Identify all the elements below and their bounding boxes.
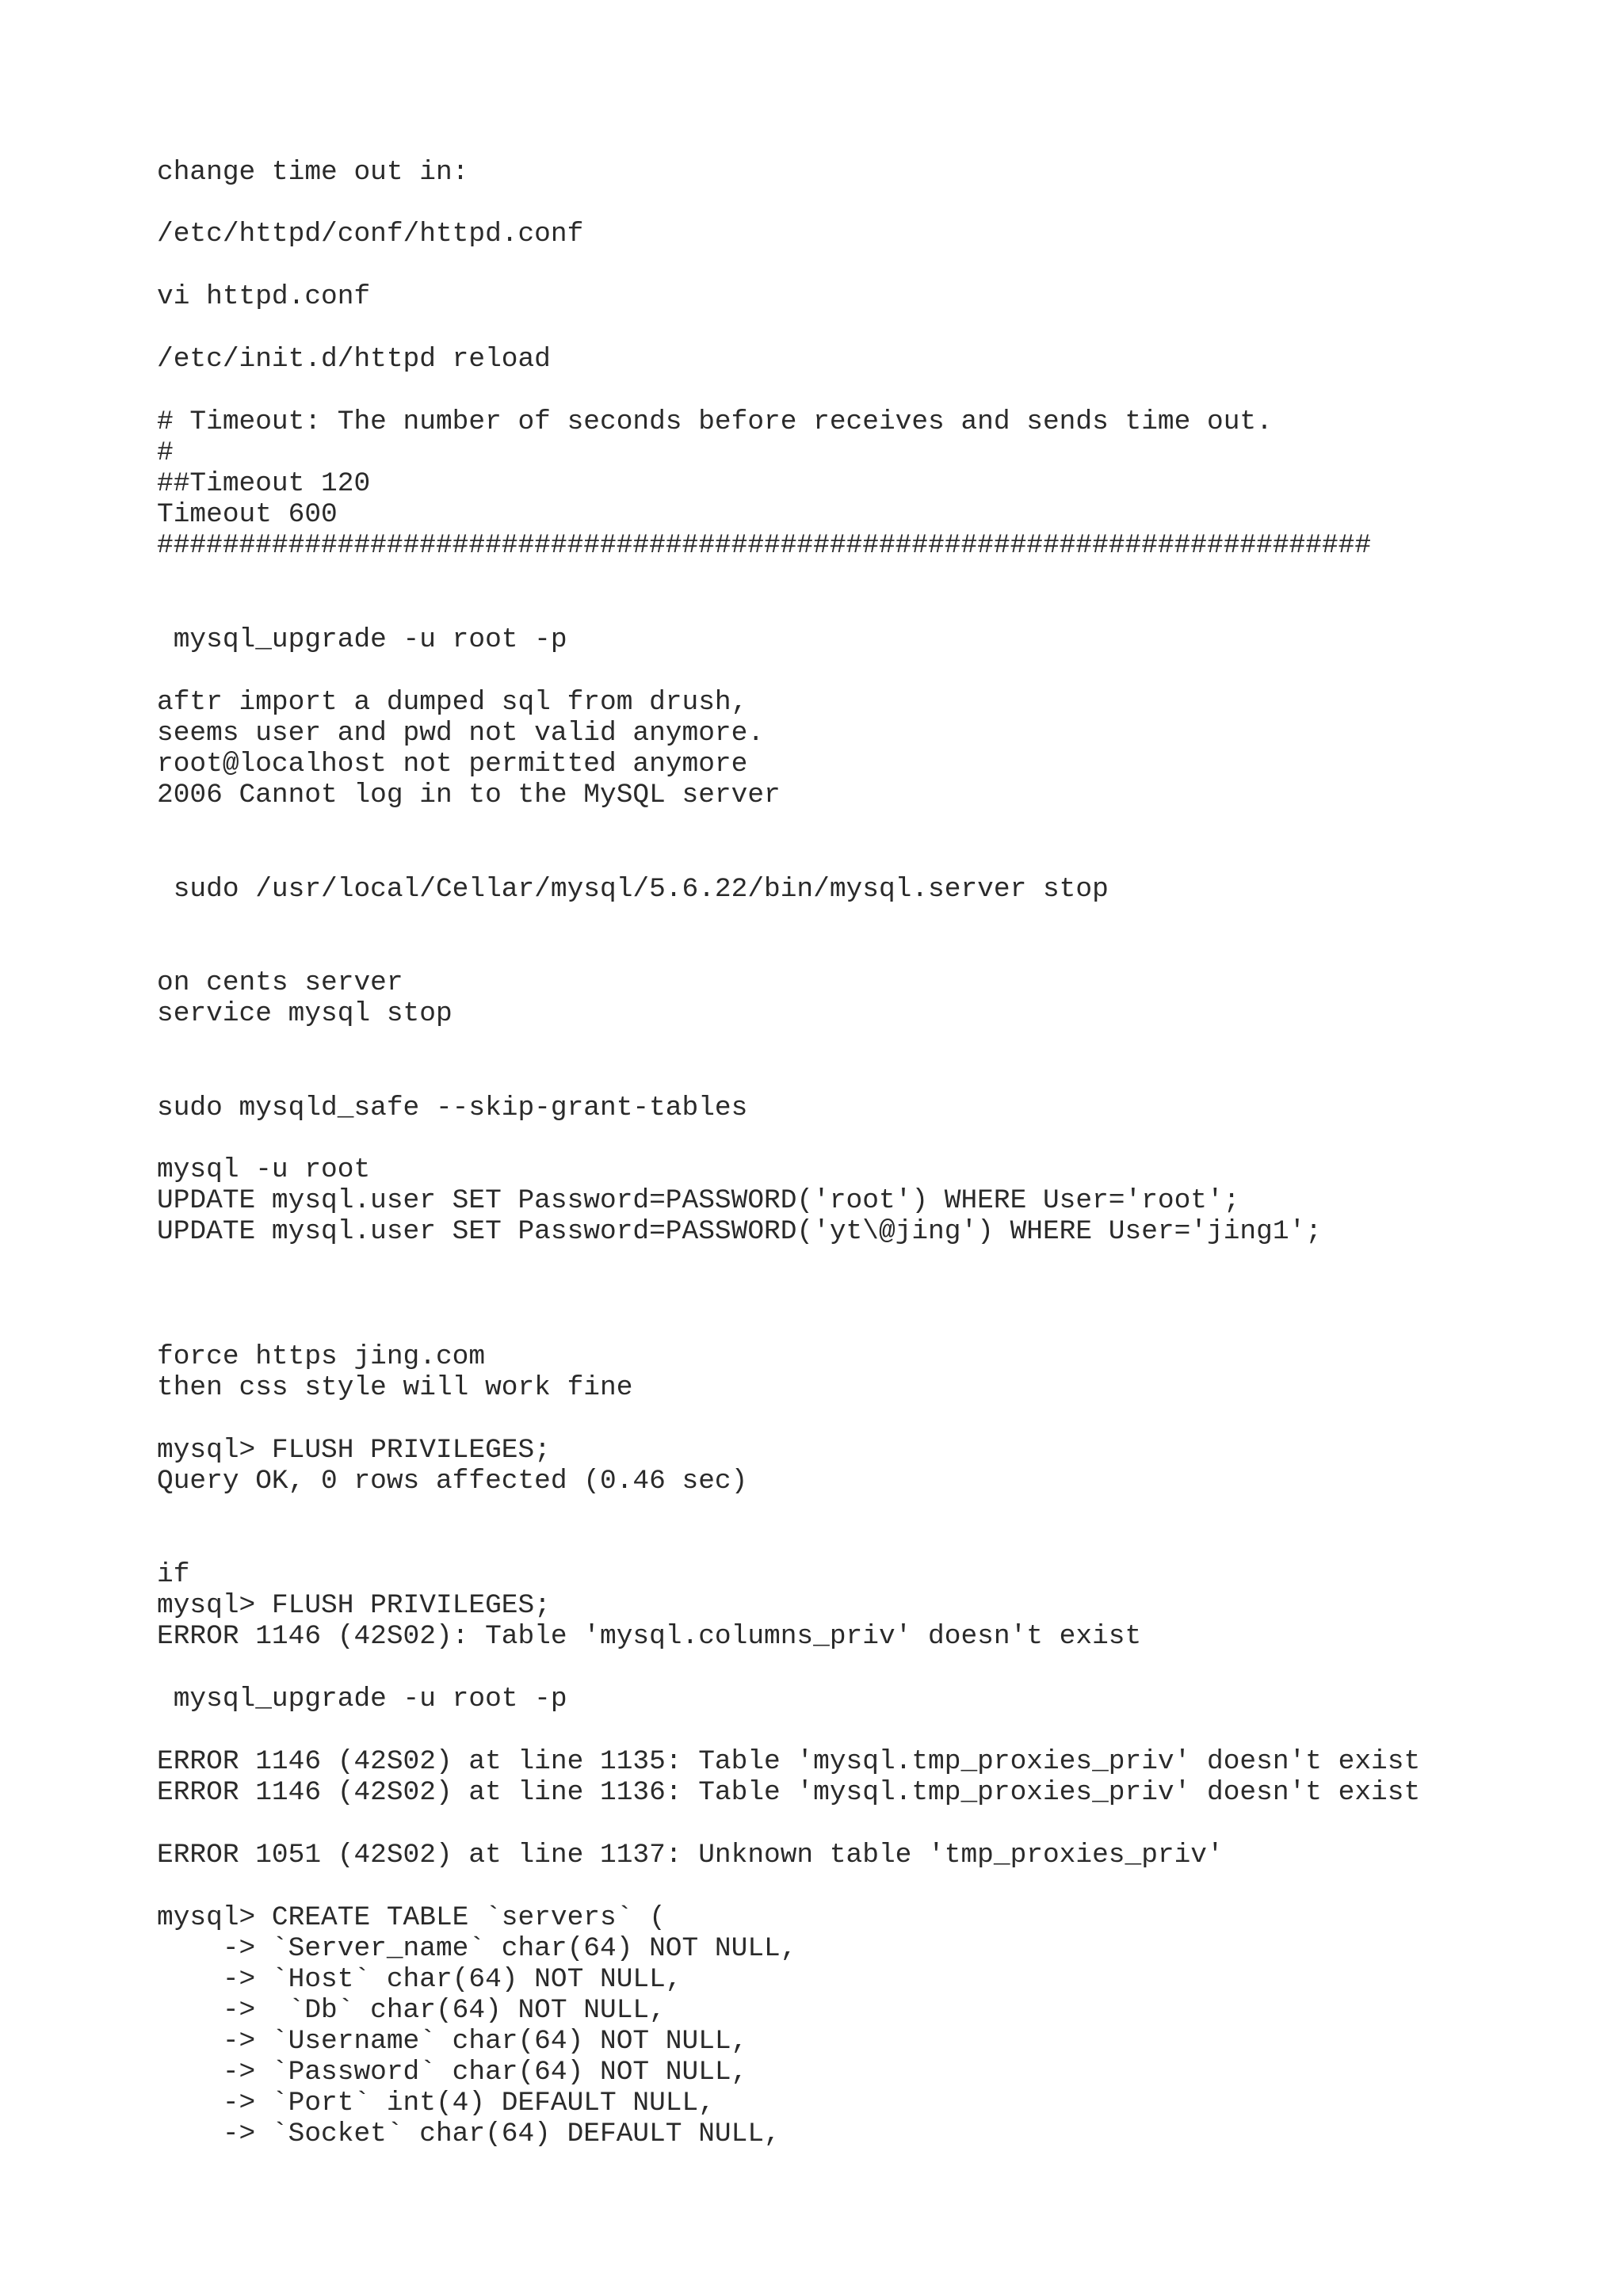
text-line: UPDATE mysql.user SET Password=PASSWORD('yt\@jing') WHERE User='jing1';: [157, 1216, 1322, 1247]
separator-line: ##########################################################################: [157, 530, 1372, 561]
text-line: #: [157, 437, 174, 468]
text-line: # Timeout: The number of seconds before receives and sends time out.: [157, 406, 1273, 437]
text-line: mysql -u root: [157, 1154, 371, 1185]
text-line: -> `Socket` char(64) DEFAULT NULL,: [157, 2119, 781, 2149]
text-line: if: [157, 1559, 190, 1590]
text-line: mysql> FLUSH PRIVILEGES;: [157, 1435, 551, 1466]
text-line: mysql> FLUSH PRIVILEGES;: [157, 1590, 551, 1621]
text-line: force https jing.com: [157, 1341, 486, 1372]
text-line: Timeout 600: [157, 499, 338, 530]
text-line: -> `Host` char(64) NOT NULL,: [157, 1964, 682, 1995]
text-line: ERROR 1146 (42S02) at line 1136: Table 'mysql.tmp_proxies_priv' doesn't exist: [157, 1777, 1421, 1808]
text-line: -> `Db` char(64) NOT NULL,: [157, 1995, 666, 2026]
text-line: sudo /usr/local/Cellar/mysql/5.6.22/bin/mysql.server stop: [157, 874, 1109, 905]
text-line: on cents server: [157, 967, 403, 998]
text-line: ##Timeout 120: [157, 468, 371, 499]
text-line: seems user and pwd not valid anymore.: [157, 718, 765, 749]
text-line: ERROR 1146 (42S02) at line 1135: Table 'mysql.tmp_proxies_priv' doesn't exist: [157, 1746, 1421, 1777]
text-line: /etc/httpd/conf/httpd.conf: [157, 219, 584, 250]
text-line: ERROR 1051 (42S02) at line 1137: Unknown table 'tmp_proxies_priv': [157, 1840, 1224, 1871]
text-line: /etc/init.d/httpd reload: [157, 344, 551, 375]
text-line: service mysql stop: [157, 998, 453, 1029]
text-line: mysql> CREATE TABLE `servers` (: [157, 1902, 666, 1933]
text-line: change time out in:: [157, 157, 469, 188]
text-line: sudo mysqld_safe --skip-grant-tables: [157, 1093, 748, 1123]
text-line: then css style will work fine: [157, 1372, 633, 1403]
text-line: mysql_upgrade -u root -p: [157, 1684, 567, 1714]
text-line: -> `Port` int(4) DEFAULT NULL,: [157, 2088, 715, 2119]
text-line: UPDATE mysql.user SET Password=PASSWORD('root') WHERE User='root';: [157, 1185, 1240, 1216]
text-line: root@localhost not permitted anymore: [157, 749, 748, 780]
text-line: aftr import a dumped sql from drush,: [157, 687, 748, 718]
text-line: ERROR 1146 (42S02): Table 'mysql.columns_priv' doesn't exist: [157, 1621, 1142, 1652]
text-line: vi httpd.conf: [157, 281, 371, 312]
text-line: -> `Password` char(64) NOT NULL,: [157, 2057, 748, 2088]
text-line: -> `Username` char(64) NOT NULL,: [157, 2026, 748, 2057]
text-line: Query OK, 0 rows affected (0.46 sec): [157, 1466, 748, 1497]
text-line: 2006 Cannot log in to the MySQL server: [157, 780, 781, 810]
text-line: -> `Server_name` char(64) NOT NULL,: [157, 1933, 797, 1964]
text-line: mysql_upgrade -u root -p: [157, 624, 567, 655]
